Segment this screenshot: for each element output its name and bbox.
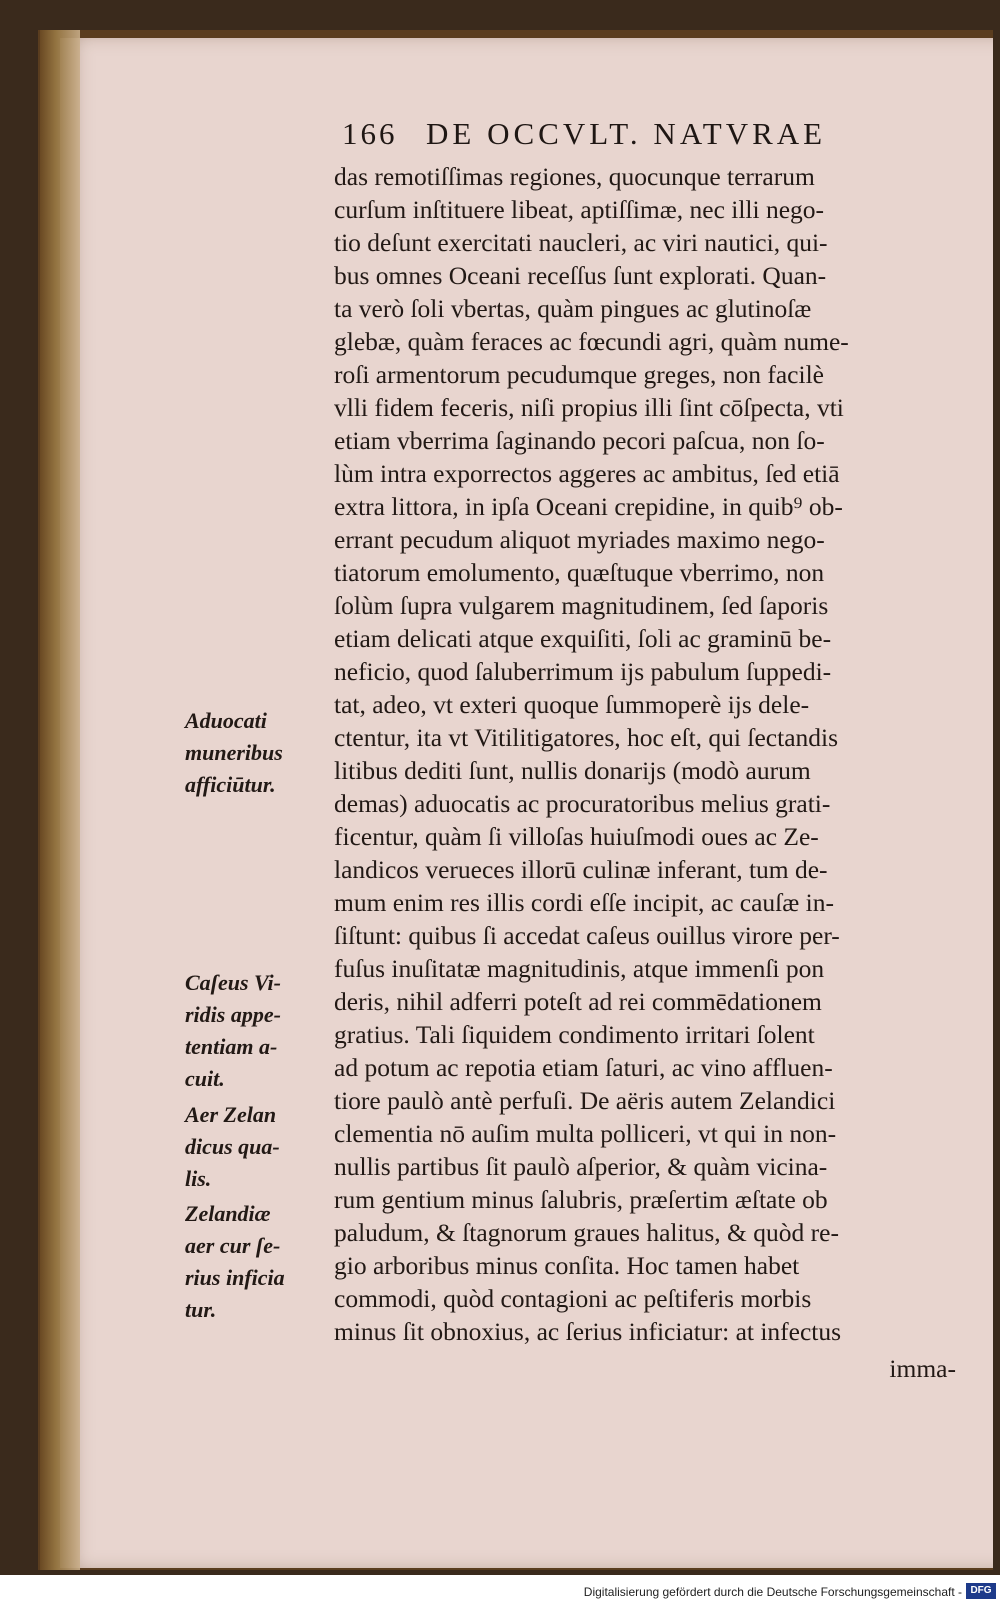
dfg-logo[interactable]: DFG	[966, 1583, 996, 1599]
text-line: rum gentium minus ſalubris, præſertim æſtate ob	[334, 1185, 828, 1214]
text-line: tat, adeo, vt exteri quoque ſummoperè ijs dele-	[334, 690, 810, 719]
running-title: DE OCCVLT. NATVRAE	[426, 116, 827, 151]
text-line: das remotiſſimas regiones, quocunque terrarum	[334, 162, 815, 191]
text-line: clementia nō auſim multa polliceri, vt qui in non-	[334, 1119, 837, 1148]
margin-note-line: muneribus	[185, 740, 283, 765]
margin-note-line: Zelandiæ	[185, 1201, 271, 1226]
text-line: fuſus inuſitatæ magnitudinis, atque immenſi pon	[334, 954, 825, 983]
text-line: lùm intra exporrectos aggeres ac ambitus, ſed etiā	[334, 459, 840, 488]
margin-note-line: Caſeus Vi-	[185, 970, 281, 995]
text-line: roſi armentorum pecudumque greges, non facilè	[334, 360, 824, 389]
margin-note-line: dicus qua-	[185, 1134, 280, 1159]
text-line: demas) aduocatis ac procuratoribus melius grati-	[334, 789, 831, 818]
text-line: mum enim res illis cordi eſſe incipit, ac cauſæ in-	[334, 888, 834, 917]
margin-note	[185, 1198, 335, 1326]
catchword: imma-	[889, 1354, 956, 1383]
margin-note-line: rius inficia	[185, 1265, 285, 1290]
text-line: ta verò ſoli vbertas, quàm pingues ac glutinoſæ	[334, 294, 812, 323]
margin-note-line: afficiūtur.	[185, 772, 276, 797]
text-line: etiam delicati atque exquiſiti, ſoli ac graminū be-	[334, 624, 832, 653]
margin-note-line: cuit.	[185, 1066, 225, 1091]
page-gutter	[40, 30, 80, 1570]
text-line: etiam vberrima ſaginando pecori paſcua, non ſo-	[334, 426, 825, 455]
margin-note-line: Aer Zelan	[185, 1102, 277, 1127]
text-line: ſiſtunt: quibus ſi accedat caſeus ouillus virore per-	[334, 921, 840, 950]
margin-note-line: Aduocati	[185, 708, 267, 733]
text-line: commodi, quòd contagioni ac peſtiferis morbis	[334, 1284, 812, 1313]
text-line: nullis partibus ſit paulò aſperior, & quàm vicina-	[334, 1152, 828, 1181]
margin-note-line: lis.	[185, 1166, 212, 1191]
text-line: ad potum ac repotia etiam ſaturi, ac vino affluen-	[334, 1053, 833, 1082]
text-line: tiatorum emolumento, quæſtuque vberrimo, non	[334, 558, 825, 587]
text-line: paludum, & ſtagnorum graues halitus, & quòd re-	[334, 1218, 839, 1247]
footer	[0, 1578, 1000, 1607]
text-line: gratius. Tali ſiquidem condimento irritari ſolent	[334, 1020, 815, 1049]
text-line: gio arboribus minus conſita. Hoc tamen habet	[334, 1251, 800, 1280]
text-line: neficio, quod ſaluberrimum ijs pabulum ſuppedi-	[334, 657, 832, 686]
text-line: ficentur, quàm ſi villoſas huiuſmodi oues ac Ze-	[334, 822, 819, 851]
text-line: minus ſit obnoxius, ac ſerius inficiatur: at infectus	[334, 1317, 842, 1346]
text-line: ſolùm ſupra vulgarem magnitudinem, ſed ſaporis	[334, 591, 829, 620]
text-line: ctentur, ita vt Vitilitigatores, hoc eſt, qui ſectandis	[334, 723, 839, 752]
running-header	[342, 116, 892, 156]
margin-note-line: aer cur ſe-	[185, 1233, 281, 1258]
margin-note	[185, 705, 335, 801]
margin-note	[185, 967, 335, 1095]
text-line: extra littora, in ipſa Oceani crepidine, in quib⁹ ob-	[334, 492, 843, 521]
margin-note-line: tentiam a-	[185, 1034, 278, 1059]
margin-note-line: ridis appe-	[185, 1002, 281, 1027]
text-line: tiore paulò antè perfuſi. De aëris autem Zelandici	[334, 1086, 836, 1115]
page-number: 166	[342, 116, 398, 151]
text-line: tio deſunt exercitati naucleri, ac viri nautici, qui-	[334, 228, 828, 257]
text-line: errant pecudum aliquot myriades maximo nego-	[334, 525, 825, 554]
text-line: glebæ, quàm feraces ac fœcundi agri, quàm nume-	[334, 327, 849, 356]
text-line: deris, nihil adferri poteſt ad rei commēdationem	[334, 987, 822, 1016]
footer-credit: Digitalisierung gefördert durch die Deutsche Forschungsgemeinschaft -	[583, 1585, 962, 1599]
text-line: landicos verueces illorū culinæ inferant, tum de-	[334, 855, 828, 884]
text-line: bus omnes Oceani receſſus ſunt explorati. Quan-	[334, 261, 827, 290]
margin-note-line: tur.	[185, 1297, 217, 1322]
text-line: vlli fidem feceris, niſi propius illi ſint cōſpecta, vti	[334, 393, 844, 422]
margin-note	[185, 1099, 335, 1195]
text-line: curſum inſtituere libeat, aptiſſimæ, nec illi nego-	[334, 195, 825, 224]
text-line: litibus dediti ſunt, nullis donarijs (modò aurum	[334, 756, 811, 785]
